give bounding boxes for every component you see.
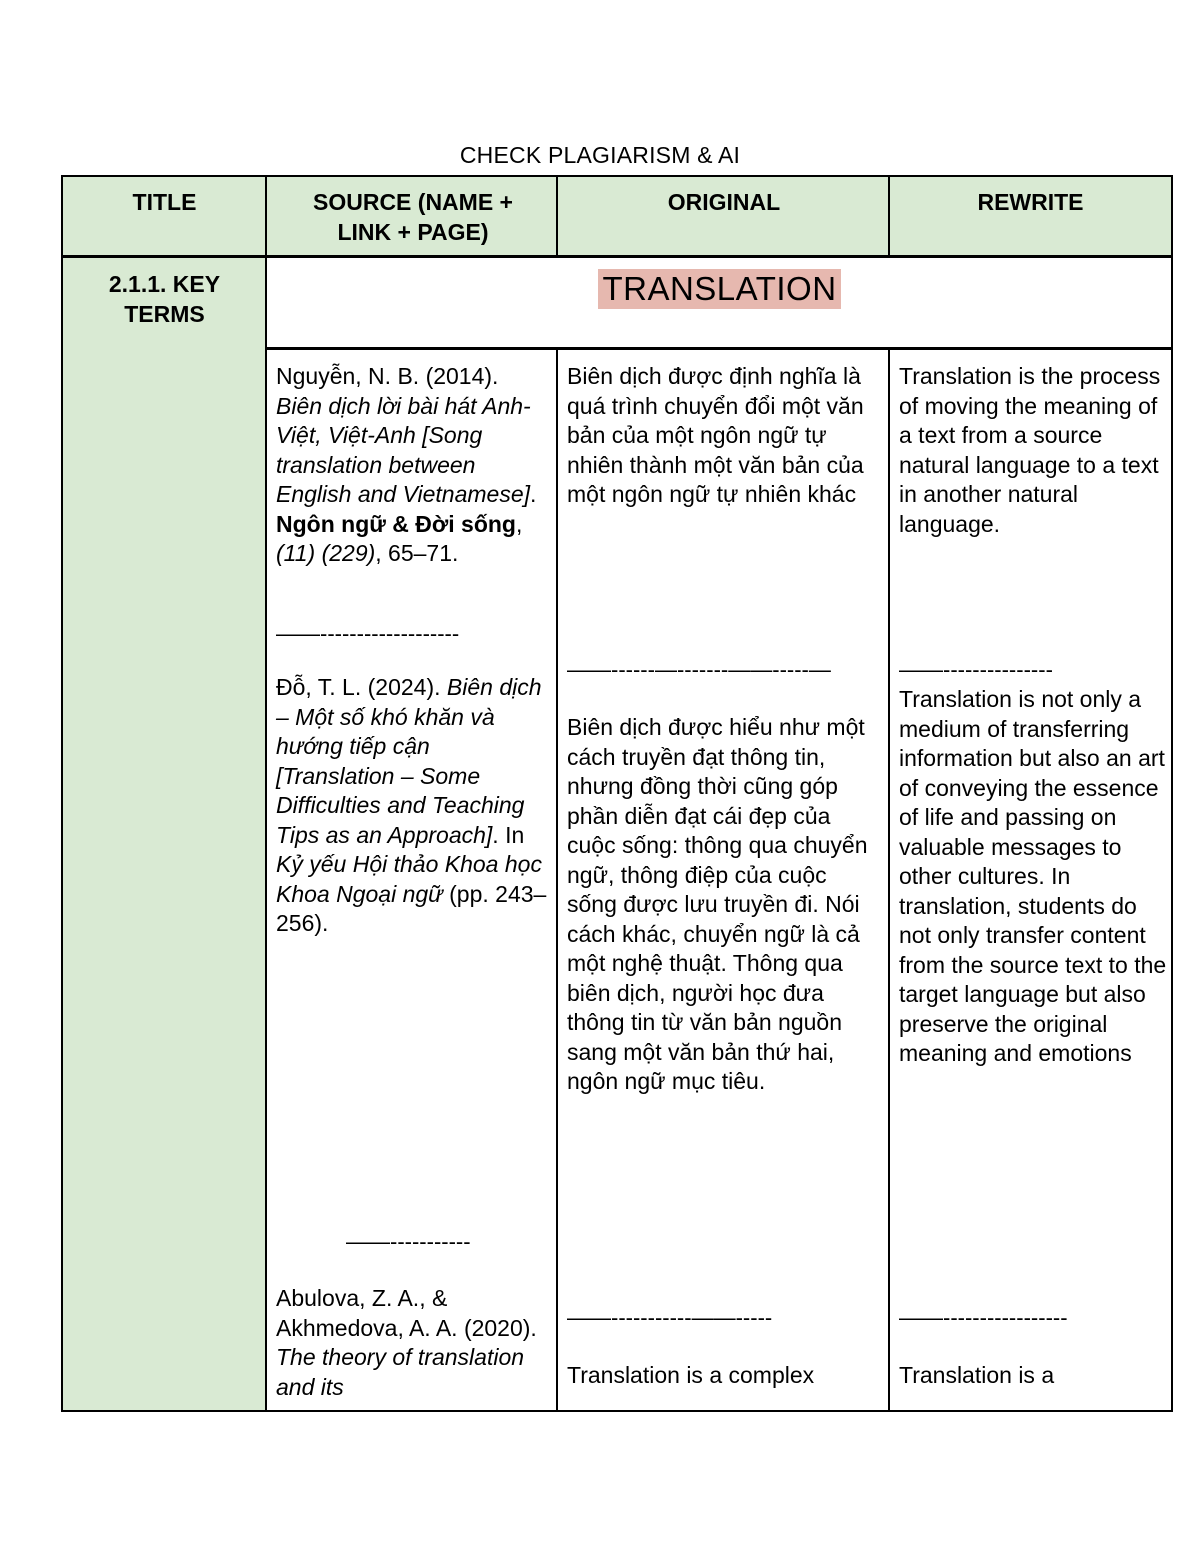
header-divider <box>63 255 1171 258</box>
header-source-line2: LINK + PAGE) <box>337 219 489 245</box>
divider-original-rewrite-header <box>888 177 890 257</box>
section-title-line2: TERMS <box>124 301 205 327</box>
source-2-in: . In <box>492 821 525 848</box>
plagiarism-table <box>61 175 1173 1412</box>
source-3 <box>276 1284 541 1402</box>
source-1-journal: Ngôn ngữ & Đời sống <box>276 510 516 537</box>
rewrite-separator-1: ——--------------- <box>899 657 1053 682</box>
divider-title-source <box>265 177 267 1410</box>
original-separator-2: ——-----------——----- <box>567 1305 773 1330</box>
title-column-bg <box>63 256 266 1410</box>
rewrite-2: Translation is not only a medium of transferring information but also an art of conveying the essence of life and passing on valuable messages to other cultures. In translation, students do not only transfer content from the source text to the target language but also preserve the original meaning and emotions <box>899 686 1167 1066</box>
source-1-author: Nguyễn, N. B. (2014). <box>276 363 499 389</box>
source-2-author: Đỗ, T. L. (2024). <box>276 674 441 700</box>
header-rewrite: REWRITE <box>977 189 1084 215</box>
source-1-title: Biên dịch lời bài hát Anh-Việt, Việt-Anh [Song translation between English and Vietnamese] <box>276 392 531 507</box>
rewrite-3: Translation is a <box>899 1362 1055 1388</box>
header-source-line1: SOURCE (NAME + <box>313 189 513 215</box>
source-2 <box>276 673 548 939</box>
source-3-title: The theory of translation and its <box>276 1344 525 1400</box>
source-2-proceedings: Kỷ yếu Hội thảo Khoa học Khoa Ngoại ngữ <box>276 851 542 907</box>
source-3-author: Abulova, Z. A., & Akhmedova, A. A. (2020). <box>276 1285 537 1341</box>
divider-original-rewrite <box>888 349 890 1410</box>
source-1-dot: . <box>530 481 537 507</box>
source-separator-1: ——------------------- <box>276 621 460 646</box>
original-1: Biên dịch được định nghĩa là quá trình chuyển đổi một văn bản của một ngôn ngữ tự nhiên thành một văn bản của một ngôn ngữ tự nhiên khác <box>567 363 864 507</box>
original-2: Biên dịch được hiểu như một cách truyền đạt thông tin, nhưng đồng thời cũng góp phần diễn đạt cái đẹp của cuộc sống: thông qua chuyển ngữ, thông điệp của cuộc sống được lưu truyền đi. Nói cách khác, chuyển ngữ là cả một nghệ thuật. Thông qua biên dịch, người học đưa thông tin từ văn bản nguồn sang một văn bản thứ hai, ngôn ngữ mục tiêu. <box>567 714 868 1094</box>
header-title: TITLE <box>132 189 197 215</box>
source-2-title: Biên dịch – Một số khó khăn và hướng tiếp cận [Translation – Some Difficulties and Teaching Tips as an Approach] <box>276 674 542 848</box>
header-original: ORIGINAL <box>667 189 781 215</box>
source-separator-2: ——----------- <box>346 1229 471 1254</box>
translation-banner-cell <box>268 257 1171 347</box>
source-2-pages: (pp. 243–256). <box>276 880 547 936</box>
page-title: CHECK PLAGIARISM & AI <box>459 142 741 168</box>
original-3: Translation is a complex <box>567 1362 815 1388</box>
divider-source-original <box>556 349 558 1410</box>
translation-banner: TRANSLATION <box>598 269 840 309</box>
header-source <box>268 177 558 247</box>
section-title <box>63 257 266 329</box>
source-1-comma: , <box>515 510 523 537</box>
rewrite-1: Translation is the process of moving the meaning of a text from a source natural language to a text in another natural language. <box>899 363 1161 537</box>
source-1-pages: , 65–71. <box>375 540 459 566</box>
divider-source-original-header <box>556 177 558 257</box>
source-1-volume: (11) (229) <box>276 540 376 566</box>
rewrite-separator-2: ——----------------- <box>899 1305 1068 1330</box>
banner-divider <box>266 347 1171 350</box>
original-separator-1: ——------—-------——-----— <box>567 657 831 682</box>
source-1 <box>276 362 548 569</box>
section-title-line1: 2.1.1. KEY <box>108 271 221 297</box>
